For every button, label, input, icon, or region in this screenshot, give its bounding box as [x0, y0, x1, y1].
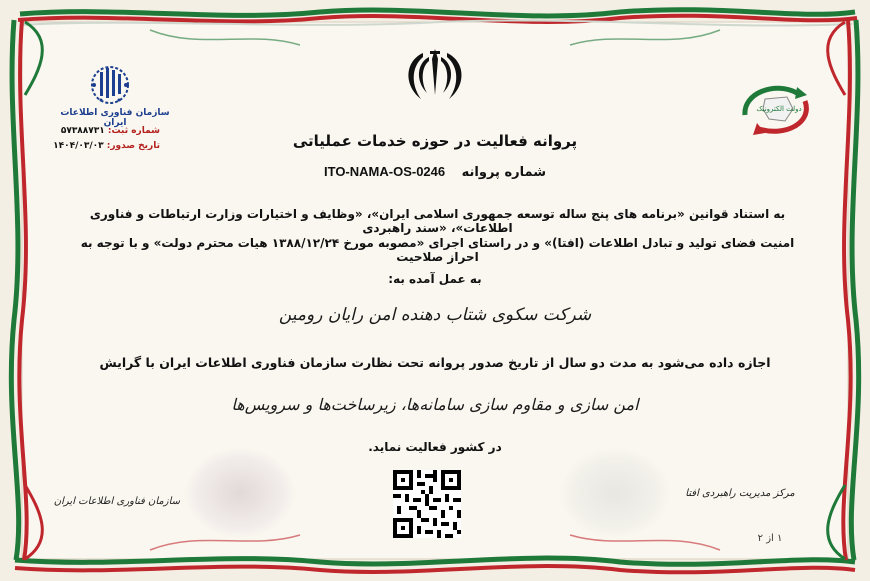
closing-text: در کشور فعالیت نماید. [368, 440, 502, 454]
license-number-label: شماره پروانه [461, 165, 546, 180]
certificate-title: پروانه فعالیت در حوزه خدمات عملیاتی [292, 132, 578, 150]
registration-value: ۵۷۳۸۸۷۳۱ [60, 126, 105, 136]
ito-logo-icon [80, 60, 140, 110]
issued-to-label: به عمل آمده به: [388, 272, 482, 286]
activity-field: امن سازی و مقاوم سازی سامانه‌ها، زیرساخت‌ها و سرویس‌ها [231, 395, 639, 414]
registration-number [60, 126, 160, 136]
e-government-logo-icon [735, 75, 820, 140]
org-name: سازمان فناوری اطلاعات ایران [60, 108, 170, 128]
national-emblem-icon [395, 45, 475, 105]
body-text-line-1: به استناد قوانین «برنامه های پنج ساله توسعه جمهوری اسلامی ایران»، «وظایف و اختیارات وزارت ارتباطات و فناوری اطلاعات»، «سند راهبردی [89, 207, 786, 235]
license-number [250, 164, 620, 180]
seal-stamp-left [185, 448, 295, 538]
body-text-line-2: امنیت فضای تولید و تبادل اطلاعات (افتا)» و در راستای اجرای «مصوبه مورخ ۱۳۸۸/۱۲/۲۴ هیات محترم دولت» و با توجه به احراز صلاحیت [80, 236, 795, 264]
signature-left: سازمان فناوری اطلاعات ایران [53, 496, 180, 507]
issue-date [53, 141, 160, 151]
company-name: شرکت سکوی شتاب دهنده امن رایان رومین [278, 305, 592, 325]
page-indicator: ۱ از ۲ [757, 533, 783, 544]
issue-date-value: ۱۴۰۴/۰۳/۰۳ [53, 141, 104, 151]
issue-date-label: تاریخ صدور: [106, 141, 160, 151]
license-number-code: ITO-NAMA-OS-0246 [324, 164, 446, 179]
permit-text: اجازه داده می‌شود به مدت دو سال از تاریخ صدور پروانه تحت نظارت سازمان فناوری اطلاعات ایران با گرایش [99, 355, 771, 370]
signature-right: مرکز مدیریت راهبردی افتا [685, 488, 795, 499]
e-government-logo-text: دولت الکترونیک [756, 105, 802, 113]
registration-label: شماره ثبت: [107, 126, 160, 136]
qr-code-icon [393, 470, 461, 538]
seal-stamp-right [560, 448, 670, 538]
